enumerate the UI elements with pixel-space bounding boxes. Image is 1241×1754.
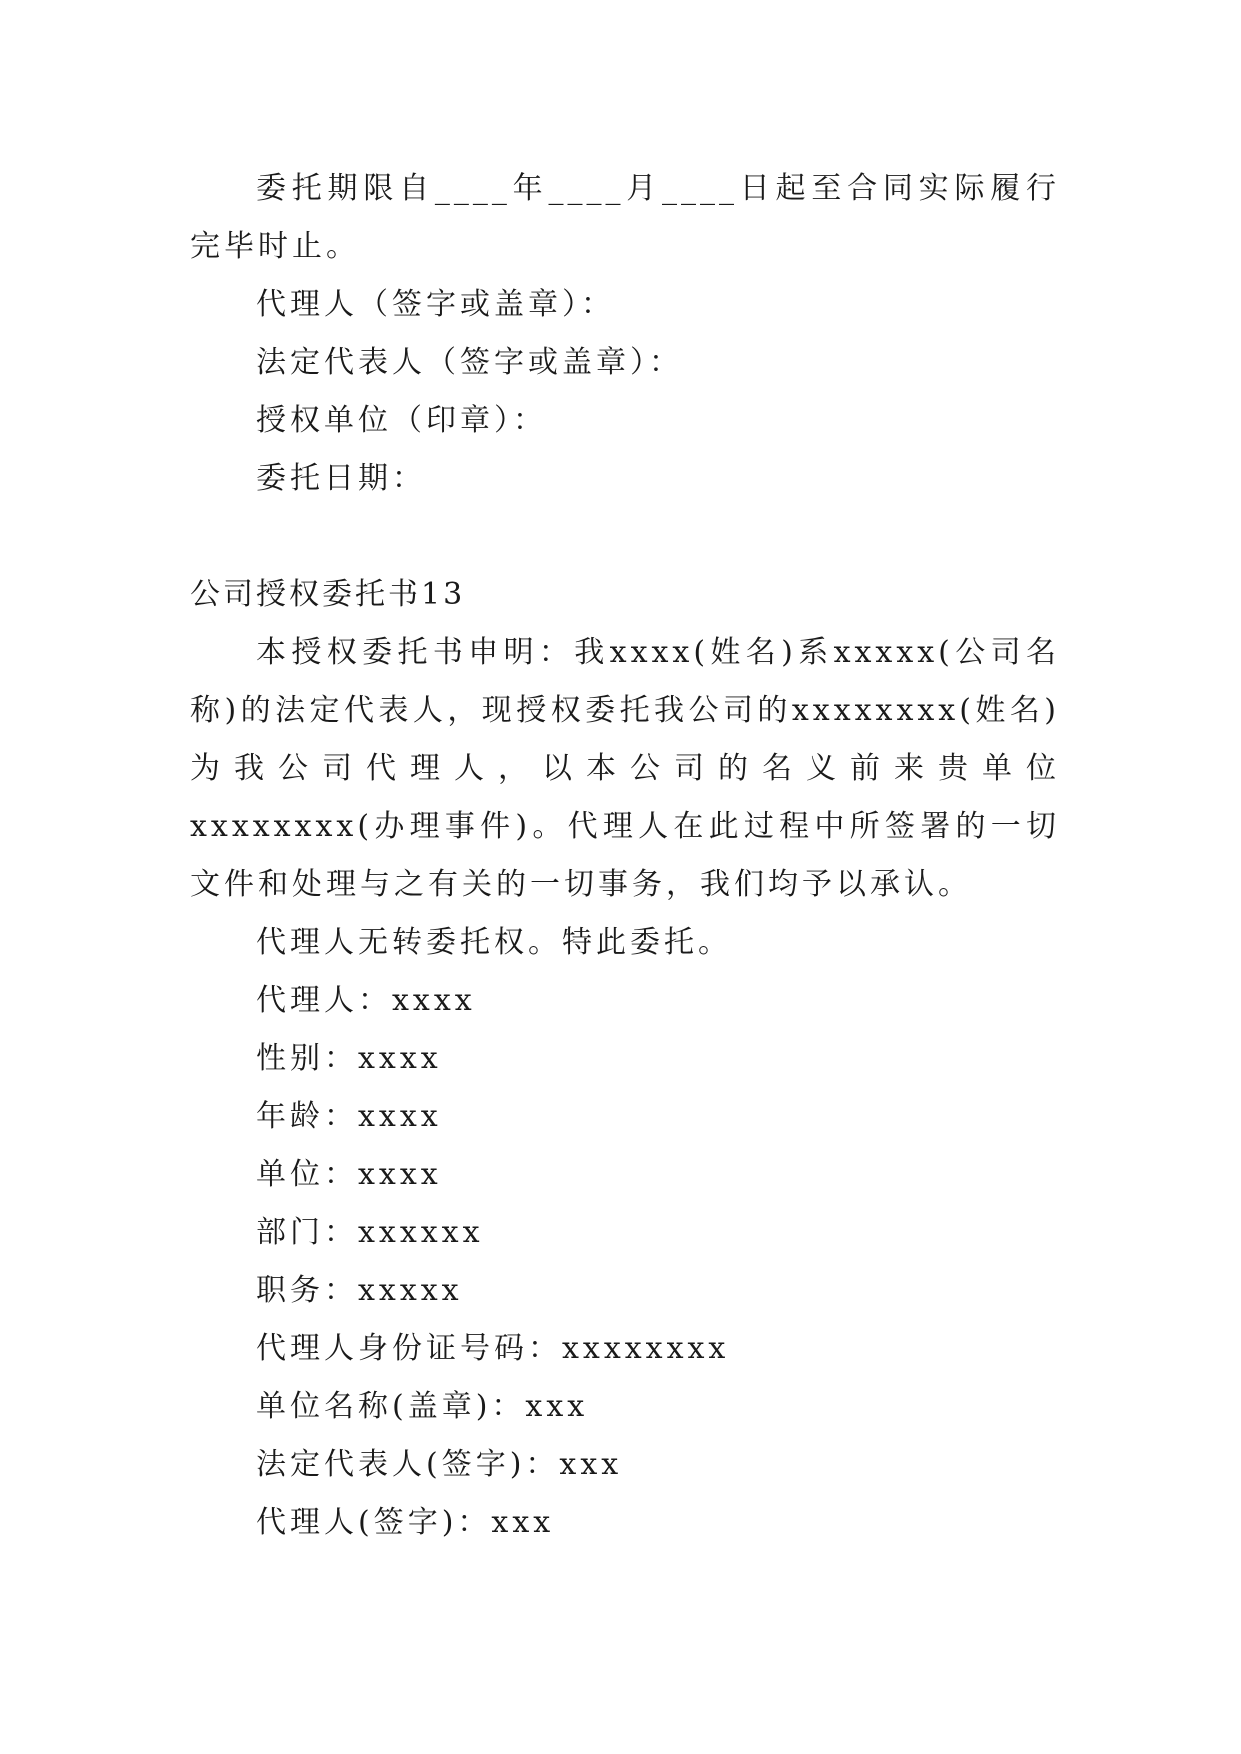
field-department: 部门：xxxxxx <box>256 1215 484 1250</box>
field-agent-id-number: 代理人身份证号码：xxxxxxxx <box>256 1331 730 1366</box>
no-transfer-line: 代理人无转委托权。特此委托。 <box>256 925 732 960</box>
field-legal-rep-signature: 法定代表人(签字)：xxx <box>256 1447 623 1482</box>
field-gender: 性别：xxxx <box>256 1041 442 1076</box>
authorization-statement-paragraph: 本授权委托书申明：我xxxx(姓名)系xxxxx(公司名称)的法定代表人，现授权委托我公司的xxxxxxxx(姓名)为我公司代理人，以本公司的名义前来贵单位xxxxxxxx(办理事件)。代理人在此过程中所签署的一切文件和处理与之有关的一切事务，我们均予以承认。 <box>190 635 1060 902</box>
document-body <box>190 160 1060 1552</box>
agent-signature-line: 代理人（签字或盖章）： <box>256 287 615 322</box>
legal-rep-signature-line: 法定代表人（签字或盖章）： <box>256 345 683 380</box>
field-unit-name-seal: 单位名称(盖章)：xxx <box>256 1389 589 1424</box>
authorizing-unit-seal-line: 授权单位（印章）： <box>256 403 547 438</box>
section-heading: 公司授权委托书13 <box>190 577 466 612</box>
entrustment-date-line: 委托日期： <box>256 461 426 496</box>
field-agent: 代理人：xxxx <box>256 983 476 1018</box>
field-agent-signature: 代理人(签字)：xxx <box>256 1505 555 1540</box>
entrustment-period-paragraph: 委托期限自____年____月____日起至合同实际履行完毕时止。 <box>190 171 1060 264</box>
field-unit: 单位：xxxx <box>256 1157 442 1192</box>
field-position: 职务：xxxxx <box>256 1273 463 1308</box>
field-age: 年龄：xxxx <box>256 1099 442 1134</box>
